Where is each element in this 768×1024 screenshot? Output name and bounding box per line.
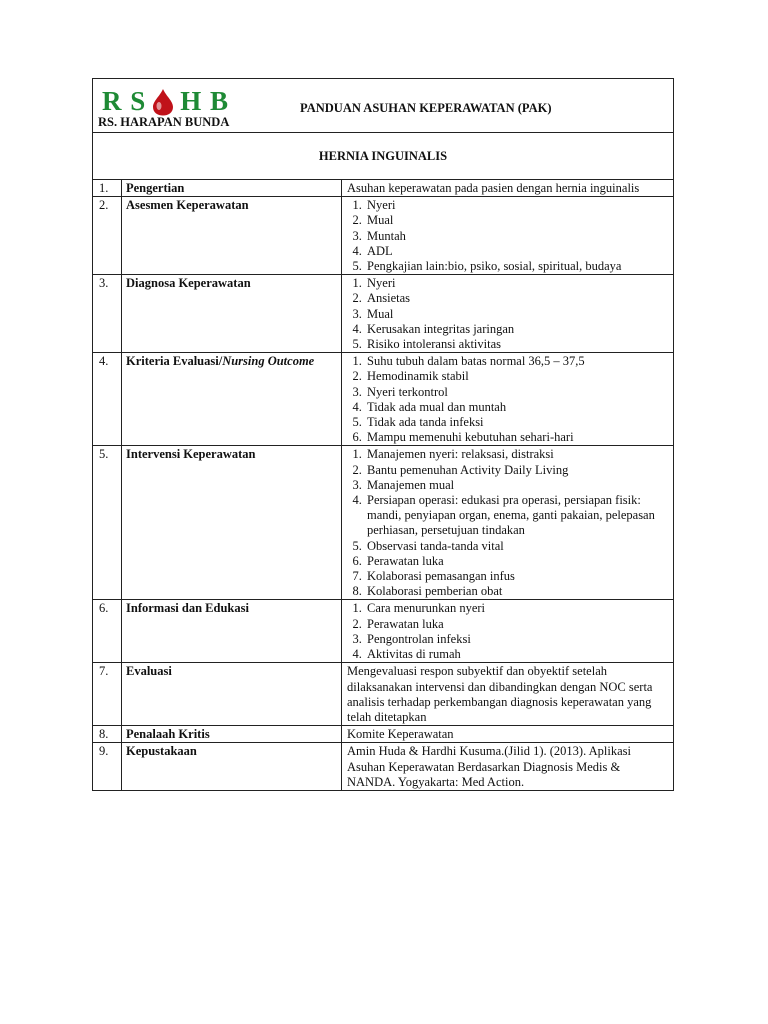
- content-list: [347, 198, 669, 274]
- table-row: [93, 743, 673, 790]
- row-content: [342, 197, 674, 275]
- row-number: 9.: [93, 743, 122, 790]
- row-label: [122, 663, 342, 726]
- row-label: [122, 275, 342, 353]
- list-item: 2. Mual: [365, 213, 669, 228]
- row-label-text: Intervensi Keperawatan: [126, 447, 256, 462]
- row-label-text: Kepustakaan: [126, 744, 197, 759]
- row-label: [122, 353, 342, 446]
- document-title: PANDUAN ASUHAN KEPERAWATAN (PAK): [300, 101, 552, 115]
- list-item: 6. Mampu memenuhi kebutuhan sehari-hari: [365, 430, 669, 445]
- list-item: 3. Mual: [365, 307, 669, 322]
- row-number: 8.: [93, 726, 122, 743]
- document-table: [92, 78, 674, 791]
- hospital-name: RS. HARAPAN BUNDA: [98, 115, 230, 129]
- table-row: [93, 600, 673, 663]
- row-label: [122, 180, 342, 197]
- list-item: 3. Manajemen mual: [365, 478, 669, 493]
- list-item: 1. Cara menurunkan nyeri: [365, 601, 669, 616]
- content-text: Mengevaluasi respon subyektif dan obyektif setelah dilaksanakan intervensi dan dibandingkan dengan NOC serta analisis terhadap perkembangan diagnosis keperawatan yang telah ditetapkan: [347, 664, 653, 724]
- hospital-logo: [102, 86, 229, 117]
- row-content: [342, 663, 674, 726]
- row-label: [122, 726, 342, 743]
- row-label: [122, 743, 342, 790]
- list-item: 1. Manajemen nyeri: relaksasi, distraksi: [365, 447, 669, 462]
- list-item: 4. Persiapan operasi: edukasi pra operasi, persiapan fisik: mandi, penyiapan organ, enema, ganti pakaian, pelepasan perhiasan, persetujuan tindakan: [365, 493, 669, 539]
- list-item: 3. Nyeri terkontrol: [365, 385, 669, 400]
- table-row: [93, 275, 673, 353]
- content-text: Komite Keperawatan: [347, 727, 454, 742]
- content-list: [347, 447, 669, 599]
- row-label-text: Evaluasi: [126, 664, 172, 679]
- logo-box: [93, 79, 293, 132]
- row-number: 5.: [93, 446, 122, 600]
- row-label: [122, 197, 342, 275]
- row-number: 1.: [93, 180, 122, 197]
- list-item: 2. Perawatan luka: [365, 617, 669, 632]
- document-subtitle: [93, 133, 673, 180]
- table-row: [93, 353, 673, 446]
- list-item: 8. Kolaborasi pemberian obat: [365, 584, 669, 599]
- content-table: [93, 180, 673, 790]
- row-number: 3.: [93, 275, 122, 353]
- list-item: 4. Aktivitas di rumah: [365, 647, 669, 662]
- row-content: [342, 743, 674, 790]
- table-row: [93, 446, 673, 600]
- logo-text-left: R S: [102, 86, 147, 116]
- row-label-text: Penalaah Kritis: [126, 727, 210, 742]
- list-item: 7. Kolaborasi pemasangan infus: [365, 569, 669, 584]
- list-item: 3. Muntah: [365, 229, 669, 244]
- list-item: 1. Suhu tubuh dalam batas normal 36,5 – 37,5: [365, 354, 669, 369]
- row-content: [342, 180, 674, 197]
- content-text: Amin Huda & Hardhi Kusuma.(Jilid 1). (2013). Aplikasi Asuhan Keperawatan Berdasarkan Diagnosis Medis & NANDA. Yogyakarta: Med Action.: [347, 744, 631, 789]
- table-row: [93, 197, 673, 275]
- list-item: 3. Pengontrolan infeksi: [365, 632, 669, 647]
- blood-drop-icon: [148, 88, 178, 116]
- row-label-italic: Nursing Outcome: [222, 354, 315, 369]
- row-number: 7.: [93, 663, 122, 726]
- list-item: 2. Bantu pemenuhan Activity Daily Living: [365, 463, 669, 478]
- list-item: 4. Kerusakan integritas jaringan: [365, 322, 669, 337]
- list-item: 5. Observasi tanda-tanda vital: [365, 539, 669, 554]
- list-item: 5. Tidak ada tanda infeksi: [365, 415, 669, 430]
- row-content: [342, 600, 674, 663]
- logo-text-right: H B: [180, 86, 230, 116]
- content-list: [347, 601, 669, 662]
- list-item: 4. Tidak ada mual dan muntah: [365, 400, 669, 415]
- row-content: [342, 275, 674, 353]
- list-item: 6. Perawatan luka: [365, 554, 669, 569]
- list-item: 1. Nyeri: [365, 276, 669, 291]
- list-item: 2. Ansietas: [365, 291, 669, 306]
- subtitle-text: HERNIA INGUINALIS: [318, 148, 448, 163]
- row-content: [342, 446, 674, 600]
- row-content: [342, 353, 674, 446]
- row-label-text: Kriteria Evaluasi/: [126, 354, 223, 369]
- list-item: 5. Risiko intoleransi aktivitas: [365, 337, 669, 352]
- table-row: [93, 726, 673, 743]
- content-list: [347, 354, 669, 445]
- content-text: Asuhan keperawatan pada pasien dengan hernia inguinalis: [347, 181, 640, 195]
- row-number: 4.: [93, 353, 122, 446]
- row-label-text: Informasi dan Edukasi: [126, 601, 249, 616]
- list-item: 1. Nyeri: [365, 198, 669, 213]
- list-item: 2. Hemodinamik stabil: [365, 369, 669, 384]
- row-content: [342, 726, 674, 743]
- row-label: [122, 600, 342, 663]
- row-number: 2.: [93, 197, 122, 275]
- row-label-text: Asesmen Keperawatan: [126, 198, 249, 213]
- content-list: [347, 276, 669, 352]
- row-label: [122, 446, 342, 600]
- row-number: 6.: [93, 600, 122, 663]
- table-row: [93, 663, 673, 726]
- document-header: [93, 79, 673, 133]
- table-row: [93, 180, 673, 197]
- row-label-text: Pengertian: [126, 181, 185, 195]
- row-label-text: Diagnosa Keperawatan: [126, 276, 251, 291]
- list-item: 4. ADL: [365, 244, 669, 259]
- list-item: 5. Pengkajian lain:bio, psiko, sosial, spiritual, budaya: [365, 259, 669, 274]
